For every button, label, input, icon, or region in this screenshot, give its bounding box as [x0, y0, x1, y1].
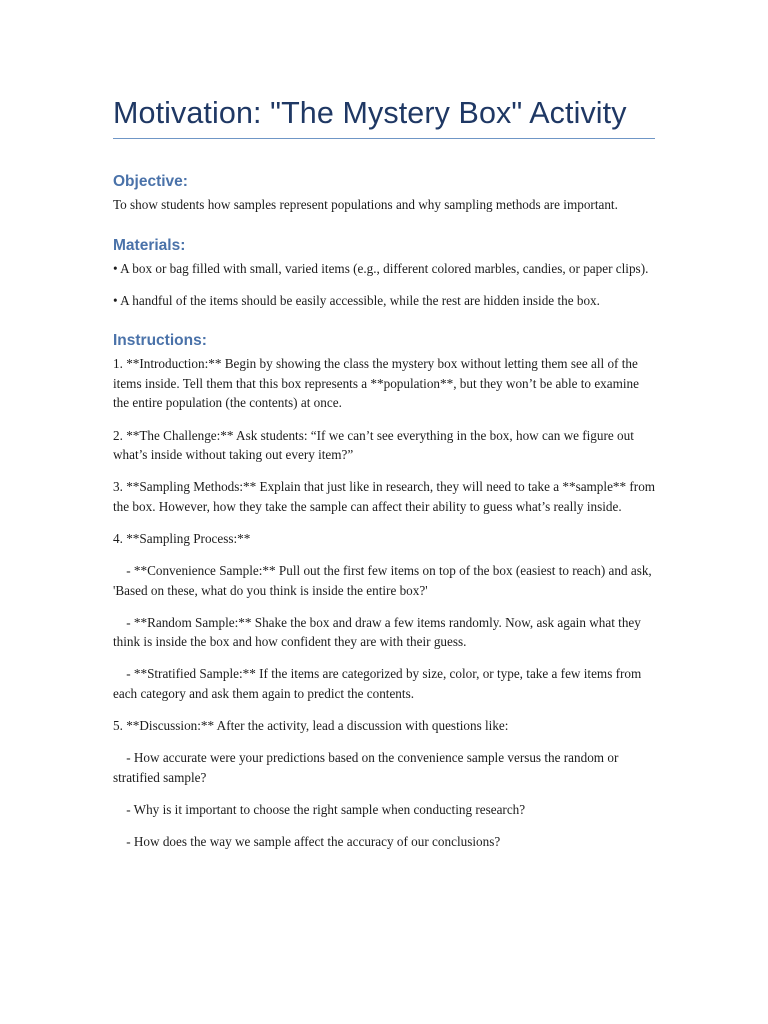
materials-item: • A handful of the items should be easily accessible, while the rest are hidden inside the box. — [113, 292, 600, 308]
instruction-step-discussion: 5. **Discussion:** After the activity, lead a discussion with questions like: — [113, 718, 509, 734]
instruction-step-challenge: 2. **The Challenge:** Ask students: “If we can’t see everything in the box, how can we figure out what’s inside without taking out every item?” — [113, 427, 634, 463]
discussion-question: - How does the way we sample affect the accuracy of our conclusions? — [113, 833, 501, 849]
instruction-substep-random: - **Random Sample:** Shake the box and draw a few items randomly. Now, ask again what they think is inside the box and how confident they are with their guess. — [113, 614, 645, 650]
instruction-step-sampling-methods: 3. **Sampling Methods:** Explain that just like in research, they will need to take a **sample** from the box. However, how they take the sample can affect their ability to guess what’s really inside. — [113, 479, 656, 514]
instructions-heading: Instructions: — [113, 332, 207, 350]
objective-heading: Objective: — [113, 173, 188, 190]
instruction-substep-convenience: - **Convenience Sample:** Pull out the first few items on top of the box (easiest to reach) and ask, 'Based on these, what do you think is inside the entire box?' — [113, 563, 656, 598]
title-underline — [113, 138, 655, 139]
materials-heading: Materials: — [113, 236, 186, 254]
discussion-question: - How accurate were your predictions based on the convenience sample versus the random or stratified sample? — [113, 750, 622, 785]
instruction-substep-stratified: - **Stratified Sample:** If the items are categorized by size, color, or type, take a few items from each category and ask them again to predict the contents. — [113, 666, 645, 701]
materials-item: • A box or bag filled with small, varied items (e.g., different colored marbles, candies, or paper clips). — [113, 260, 649, 276]
objective-text: To show students how samples represent populations and why sampling methods are important. — [113, 197, 618, 212]
document-title: Motivation: "The Mystery Box" Activity — [113, 96, 627, 130]
discussion-question: - Why is it important to choose the right sample when conducting research? — [113, 801, 526, 817]
instruction-step-introduction: 1. **Introduction:** Begin by showing the class the mystery box without letting them see all of the items inside. Tell them that this box represents a **population**, but they won’t be able to examine the entire population (the contents) at once. — [113, 356, 639, 411]
instruction-step-sampling-process: 4. **Sampling Process:** — [113, 530, 251, 546]
